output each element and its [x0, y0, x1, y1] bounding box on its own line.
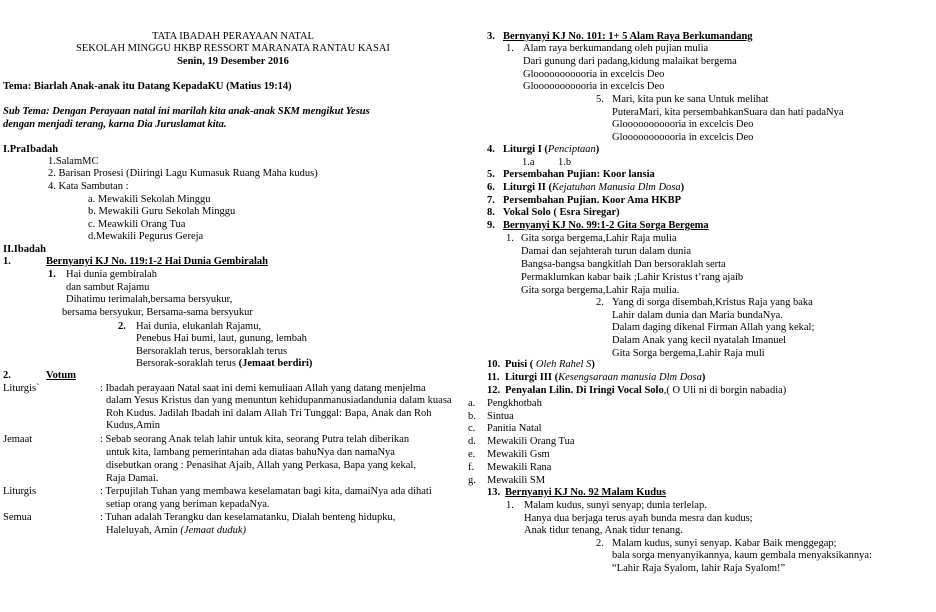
- item12-list-letter: b.: [468, 411, 476, 422]
- votum-text: Haleluyah, Amin: [106, 525, 181, 536]
- votum-line: setiap orang yang beriman kepadaNya.: [106, 499, 270, 510]
- song1-verse1-line: Dihatimu terimalah,bersama bersyukur,: [66, 294, 233, 305]
- votum-line: : Tuhan adalah Terangku dan keselamatanku, Dialah benteng hidupku,: [100, 512, 396, 523]
- doc-title-line2: SEKOLAH MINGGU HKBP RESSORT MARANATA RANTAU KASAI: [76, 43, 390, 54]
- sambutan-item: b. Mewakili Guru Sekolah Minggu: [88, 206, 236, 217]
- song9-verse2-line: Gita Sorga bergema,Lahir Raja muli: [612, 348, 765, 359]
- praibadah-title: I.PraIbadah: [3, 144, 59, 155]
- votum-line: : Terpujilah Tuhan yang membawa keselamatan bagi kita, damaiNya ada dihati: [100, 486, 432, 497]
- item12-list-item: Mewakili SM: [487, 475, 546, 486]
- item8-num: 8.: [487, 207, 495, 218]
- song3-verse1-num: 1.: [506, 43, 514, 54]
- song3-verse5-line: Mari, kita pun ke sana Untuk melihat: [612, 94, 769, 105]
- song3-verse5-line: Glooooooooooria in excelcis Deo: [612, 119, 754, 130]
- song13-verse1-line: Malam kudus, sunyi senyap; dunia terlelap.: [524, 500, 707, 511]
- item11-label: Liturgi III (: [505, 372, 559, 383]
- song3-verse1-line: Glooooooooooria in excelcis Deo: [523, 81, 665, 92]
- song13-num: 13.: [487, 487, 501, 498]
- item10-close: ): [591, 359, 595, 370]
- votum-num: 2.: [3, 370, 11, 381]
- song1-verse2-line: Penebus Hai bumi, laut, gunung, lembah: [136, 333, 307, 344]
- song9-num: 9.: [487, 220, 495, 231]
- song3-verse5-line: Glooooooooooria in excelcis Deo: [612, 132, 754, 143]
- liturgi1-label: Liturgi I (: [503, 144, 548, 155]
- song3-verse5-line: PuteraMari, kita persembahkanSuara dan hati padaNya: [612, 107, 844, 118]
- item12-title: [505, 384, 786, 397]
- item11-sub: Kesengsaraan manusia Dlm Dosa: [558, 372, 702, 383]
- song13-verse2-line: “Lahir Raja Syalom, lahir Raja Syalom!”: [612, 563, 786, 574]
- song1-verse1-line: bersama bersyukur, Bersama-sama bersyukur: [62, 307, 253, 318]
- song3-verse1-line: Glooooooooooria in excelcis Deo: [523, 69, 665, 80]
- song1-verse2-line: Hai dunia, elukanlah Rajamu,: [136, 321, 262, 332]
- liturgi1-close: ): [595, 144, 600, 155]
- item12-list-item: Sintua: [487, 411, 514, 422]
- liturgi1-sub: Penciptaan: [547, 144, 596, 155]
- item10-num: 10.: [487, 359, 501, 370]
- subtema-line2: dengan menjadi terang, karna Dia Juruslamat kita.: [3, 119, 227, 130]
- item5-text: Persembahan Pujian: Koor lansia: [503, 169, 655, 180]
- item12-list-letter: f.: [468, 462, 475, 473]
- item7-text: Persembahan Pujian. Koor Ama HKBP: [503, 195, 682, 206]
- song1-verse2-num: 2.: [118, 321, 126, 332]
- song13-verse1-line: Anak tidur tenang, Anak tidur tenang.: [524, 525, 683, 536]
- song9-verse1-line: Gita sorga bergema,Lahir Raja mulia: [521, 233, 677, 244]
- song9-verse2-line: Yang di sorga disembah,Kristus Raja yang baka: [612, 297, 813, 308]
- song9-verse1-line: Permaklumkan kabar baik ;Lahir Kristus t’rang ajaib: [521, 272, 744, 283]
- item12-label: Penyalan Lilin. Di Iringi Vocal Solo: [505, 385, 664, 396]
- item11-title: [505, 371, 705, 384]
- item6-label: Liturgi II (: [503, 182, 553, 193]
- votum-line: dalam Yesus Kristus dan yang menuntun kehidupanmanusiadandunia dalam kuasa: [106, 395, 452, 406]
- song3-verse5-num: 5.: [596, 94, 604, 105]
- song9-verse2-line: Dalam Anak yang kecil nyatalah Imanuel: [612, 335, 787, 346]
- votum-line: Raja Damai.: [106, 473, 159, 484]
- song13-verse2-line: Malam kudus, sunyi senyap. Kabar Baik menggegap;: [612, 538, 837, 549]
- liturgi1-num: 4.: [487, 144, 495, 155]
- song3-title: Bernyanyi KJ No. 101: 1+ 5 Alam Raya Berkumandang: [503, 31, 753, 42]
- item12-list-item: Mewakili Gsm: [487, 449, 550, 460]
- doc-title-line1: TATA IBADAH PERAYAAN NATAL: [152, 31, 314, 42]
- item11-close: ): [701, 372, 706, 383]
- song9-verse2-line: Lahir dalam dunia dan Maria bundaNya.: [612, 310, 783, 321]
- votum-line: Roh Kudus. Jadilah Ibadah ini dalam Allah Tri Tunggal: Bapa, Anak dan Roh: [106, 408, 432, 419]
- votum-speaker: Liturgis`: [3, 383, 40, 394]
- item12-list-letter: c.: [468, 423, 476, 434]
- votum-line: Kudus,Amin: [106, 420, 160, 431]
- votum-line-last: [106, 524, 246, 537]
- item12-list-letter: e.: [468, 449, 476, 460]
- liturgi1-part: 1.b: [558, 157, 572, 168]
- song13-verse1-line: Hanya dua berjaga terus ayah bunda mesra dan kudus;: [524, 513, 753, 524]
- sambutan-item: a. Mewakili Sekolah Minggu: [88, 194, 211, 205]
- item6-close: ): [680, 182, 685, 193]
- song1-verse1-num: 1.: [48, 269, 56, 280]
- doc-date: Senin, 19 Desember 2016: [177, 56, 289, 67]
- ibadah-title: II.Ibadah: [3, 244, 46, 255]
- praibadah-item: 4. Kata Sambutan :: [48, 181, 129, 192]
- subtema-line1: Sub Tema: Dengan Perayaan natal ini marilah kita anak-anak SKM mengikut Yesus: [3, 106, 370, 117]
- liturgi1-title: [503, 143, 599, 156]
- item10-sub: Oleh Rahel S: [535, 359, 592, 370]
- praibadah-item: 1.SalamMC: [48, 156, 99, 167]
- song9-title: Bernyanyi KJ No. 99:1-2 Gita Sorga Bergema: [503, 220, 709, 231]
- song1-title: Bernyanyi KJ No. 119:1-2 Hai Dunia Gembiralah: [46, 256, 268, 267]
- item7-num: 7.: [487, 195, 495, 206]
- item12-list-item: Panitia Natal: [487, 423, 542, 434]
- item12-list-letter: d.: [468, 436, 476, 447]
- item12-list-item: Pengkhotbah: [487, 398, 542, 409]
- song9-verse1-line: Bangsa-bangsa bangkitlah Dan bersoraklah serta: [521, 259, 726, 270]
- song3-num: 3.: [487, 31, 495, 42]
- item12-list-letter: g.: [468, 475, 476, 486]
- item11-num: 11.: [487, 372, 500, 383]
- votum-line: : Ibadah perayaan Natal saat ini demi kemuliaan Allah yang datang menjelma: [100, 383, 426, 394]
- votum-speaker: Jemaat: [3, 434, 33, 445]
- liturgi1-part: 1.a: [522, 157, 535, 168]
- item8-text: Vokal Solo ( Esra Siregar): [503, 207, 620, 218]
- votum-note: (Jemaat duduk): [180, 525, 246, 536]
- song1-verse2-text: Bersorak-soraklah terus: [136, 358, 239, 369]
- song9-verse1-line: Damai dan sejahterah turun dalam dunia: [521, 246, 691, 257]
- song9-verse1-line: Gita sorga bergema,Lahir Raja mulia.: [521, 285, 680, 296]
- song1-note: (Jemaat berdiri): [238, 358, 313, 369]
- song13-verse2-line: bala sorga menyanyikannya, kaum gembala menyaksikannya:: [612, 550, 872, 561]
- votum-title: Votum: [46, 370, 76, 381]
- votum-speaker: Semua: [3, 512, 32, 523]
- item10-title: [505, 358, 595, 371]
- item12-extra: ,( O Uli ni di borgin nabadia): [663, 385, 787, 396]
- song3-verse1-line: Alam raya berkumandang oleh pujian mulia: [523, 43, 709, 54]
- song1-verse1-line: Hai dunia gembiralah: [66, 269, 157, 280]
- item6-sub: Kejatuhan Manusia Dlm Dosa: [552, 182, 681, 193]
- song13-title: Bernyanyi KJ No. 92 Malam Kudus: [505, 487, 667, 498]
- item10-label: Puisi (: [505, 359, 536, 370]
- votum-speaker: Liturgis: [3, 486, 37, 497]
- song1-verse1-line: dan sambut Rajamu: [66, 282, 150, 293]
- votum-line: disebutkan orang : Penasihat Ajaib, Allah yang Perkasa, Bapa yang kekal,: [106, 460, 416, 471]
- votum-line: : Sebab seorang Anak telah lahir untuk kita, seorang Putra telah diberikan: [100, 434, 410, 445]
- song9-verse1-num: 1.: [506, 233, 514, 244]
- votum-line: untuk kita, lambang pemerintahan ada diatas bahuNya dan namaNya: [106, 447, 395, 458]
- song1-verse2-line: Bersoraklah terus, bersoraklah terus: [136, 346, 288, 357]
- item6-title: [503, 181, 684, 194]
- song1-verse2-line-last: [136, 357, 312, 370]
- song9-verse2-line: Dalam daging dikenal Firman Allah yang kekal;: [612, 322, 815, 333]
- song13-verse1-num: 1.: [506, 500, 514, 511]
- item5-num: 5.: [487, 169, 495, 180]
- item12-num: 12.: [487, 385, 501, 396]
- song1-num: 1.: [3, 256, 11, 267]
- item12-list-item: Mewakili Orang Tua: [487, 436, 575, 447]
- song13-verse2-num: 2.: [596, 538, 604, 549]
- tema: Tema: Biarlah Anak-anak itu Datang KepadaKU (Matius 19:14): [3, 81, 292, 92]
- sambutan-item: d.Mewakili Pegurus Gereja: [88, 231, 204, 242]
- song3-verse1-line: Dari gunung dari padang,kidung malaikat bergema: [523, 56, 737, 67]
- sambutan-item: c. Meawkili Orang Tua: [88, 219, 186, 230]
- praibadah-item: 2. Barisan Prosesi (Diiringi Lagu Kumasuk Ruang Maha kudus): [48, 168, 318, 179]
- item12-list-letter: a.: [468, 398, 476, 409]
- song9-verse2-num: 2.: [596, 297, 604, 308]
- item6-num: 6.: [487, 182, 495, 193]
- item12-list-item: Mewakili Rana: [487, 462, 552, 473]
